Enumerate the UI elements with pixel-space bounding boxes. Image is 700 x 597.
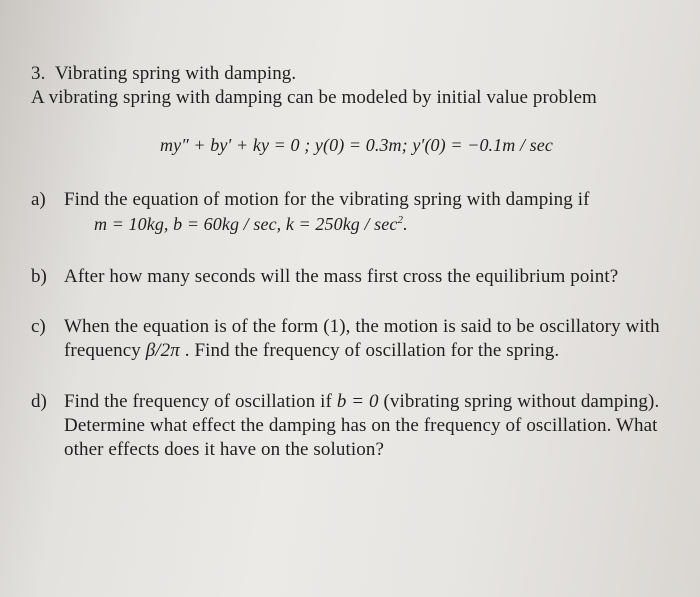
part-d-condition: b = 0 xyxy=(336,391,379,412)
part-d-text-1 xyxy=(64,390,659,414)
part-a-label: a) xyxy=(31,189,46,210)
part-d-text-3: other effects does it have on the solution? xyxy=(64,439,384,460)
part-c-frequency-word: frequency xyxy=(64,340,146,361)
part-a-exponent: 2 xyxy=(397,214,404,226)
problem-title: Vibrating spring with damping. xyxy=(54,63,297,84)
differential-equation: my″ + by′ + ky = 0 ; y(0) = 0.3m; y′(0) = −0.1m / sec xyxy=(160,135,553,155)
part-a-parameters xyxy=(94,212,408,236)
part-c-frequency-formula: β/2π xyxy=(145,340,180,361)
part-a-period: . xyxy=(403,214,408,234)
part-d-text-1-post: (vibrating spring without damping). xyxy=(378,391,660,412)
part-d-label: d) xyxy=(31,391,47,412)
part-c-label: c) xyxy=(31,316,46,337)
part-b-label: b) xyxy=(31,266,47,287)
part-a-parameters-main: m = 10kg, b = 60kg / sec, k = 250kg / sec xyxy=(94,214,398,234)
problem-heading xyxy=(31,62,296,86)
part-c-instruction: . Find the frequency of oscillation for the spring. xyxy=(179,340,560,361)
part-d-text-2: Determine what effect the damping has on the frequency of oscillation. What xyxy=(64,415,658,436)
part-b-text: After how many seconds will the mass first cross the equilibrium point? xyxy=(64,266,619,287)
part-d-text-1-pre: Find the frequency of oscillation if xyxy=(64,391,337,412)
problem-intro: A vibrating spring with damping can be modeled by initial value problem xyxy=(31,87,597,108)
part-c-text-1: When the equation is of the form (1), the motion is said to be oscillatory with xyxy=(64,316,660,337)
part-c-text-2 xyxy=(64,339,559,363)
problem-number: 3. xyxy=(31,63,46,84)
part-a-text: Find the equation of motion for the vibrating spring with damping if xyxy=(64,189,590,210)
